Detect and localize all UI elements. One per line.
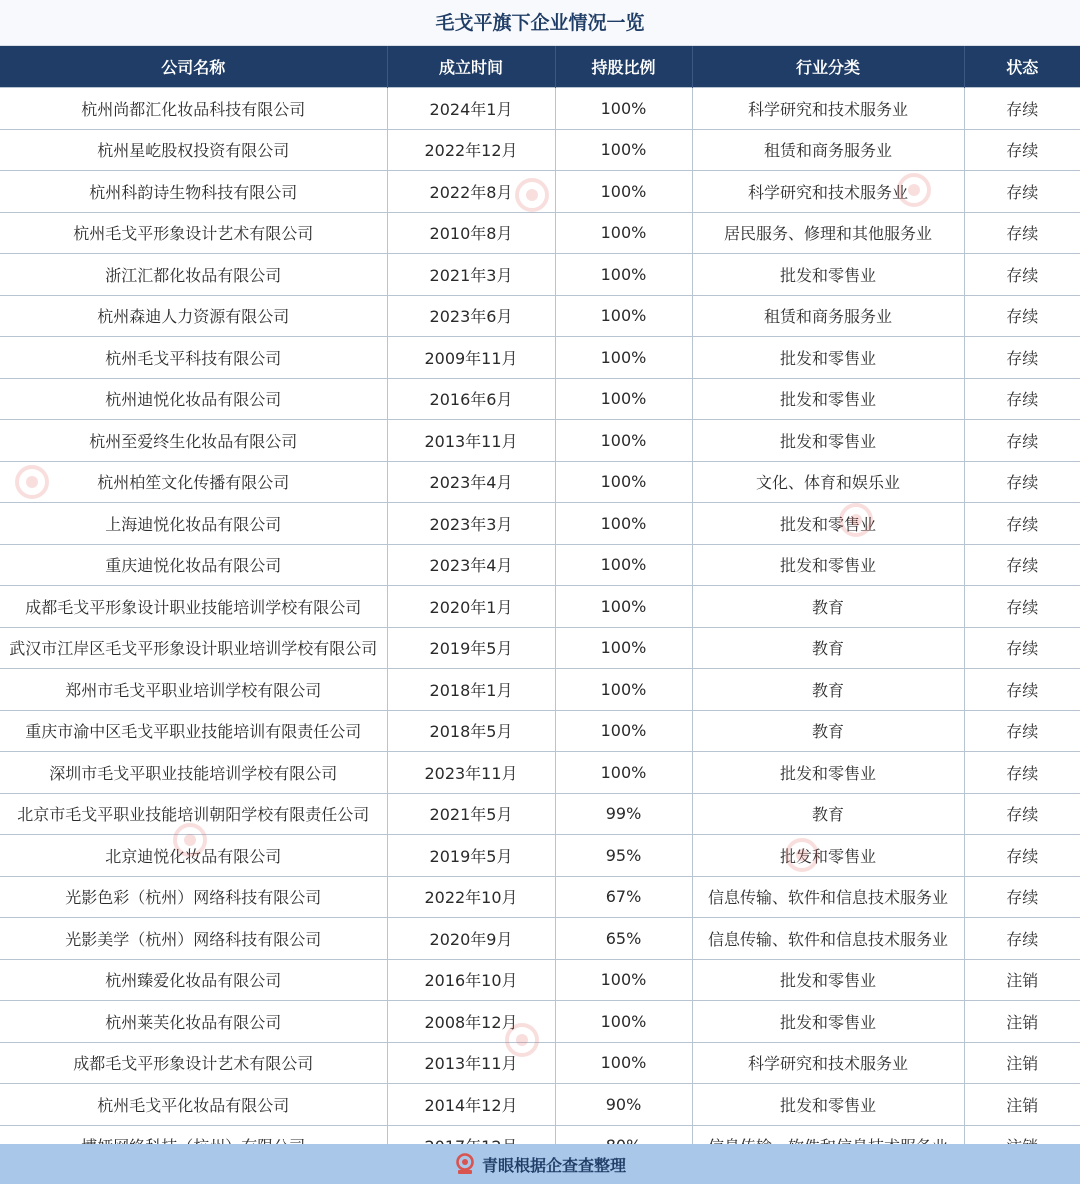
industry-cell: 教育 bbox=[692, 627, 964, 669]
industry-cell: 教育 bbox=[692, 586, 964, 628]
company-name-cell: 浙江汇都化妆品有限公司 bbox=[0, 254, 387, 296]
industry-cell: 科学研究和技术服务业 bbox=[692, 171, 964, 213]
industry-cell: 科学研究和技术服务业 bbox=[692, 88, 964, 130]
share-ratio-cell: 100% bbox=[555, 544, 692, 586]
industry-cell: 批发和零售业 bbox=[692, 337, 964, 379]
industry-cell: 批发和零售业 bbox=[692, 254, 964, 296]
share-ratio-cell: 100% bbox=[555, 752, 692, 794]
status-cell: 存续 bbox=[964, 171, 1080, 213]
status-cell: 存续 bbox=[964, 918, 1080, 960]
company-name-cell: 光影色彩（杭州）网络科技有限公司 bbox=[0, 876, 387, 918]
company-name-cell: 北京迪悦化妆品有限公司 bbox=[0, 835, 387, 877]
industry-cell: 信息传输、软件和信息技术服务业 bbox=[692, 876, 964, 918]
table-row bbox=[0, 1001, 1080, 1043]
founded-date-cell: 2016年6月 bbox=[387, 378, 555, 420]
company-name-cell: 上海迪悦化妆品有限公司 bbox=[0, 503, 387, 545]
column-header-share[interactable]: 持股比例 bbox=[555, 46, 692, 88]
share-ratio-cell: 100% bbox=[555, 212, 692, 254]
share-ratio-cell: 100% bbox=[555, 171, 692, 213]
industry-cell: 科学研究和技术服务业 bbox=[692, 1042, 964, 1084]
industry-cell: 批发和零售业 bbox=[692, 835, 964, 877]
table-row bbox=[0, 337, 1080, 379]
company-name-cell: 杭州毛戈平科技有限公司 bbox=[0, 337, 387, 379]
table-row bbox=[0, 710, 1080, 752]
status-cell: 存续 bbox=[964, 295, 1080, 337]
table-row bbox=[0, 295, 1080, 337]
industry-cell: 租赁和商务服务业 bbox=[692, 295, 964, 337]
share-ratio-cell: 100% bbox=[555, 1042, 692, 1084]
industry-cell: 批发和零售业 bbox=[692, 752, 964, 794]
status-cell: 存续 bbox=[964, 254, 1080, 296]
share-ratio-cell: 99% bbox=[555, 793, 692, 835]
founded-date-cell: 2018年5月 bbox=[387, 710, 555, 752]
company-name-cell: 杭州森迪人力资源有限公司 bbox=[0, 295, 387, 337]
company-name-cell: 郑州市毛戈平职业培训学校有限公司 bbox=[0, 669, 387, 711]
founded-date-cell: 2021年5月 bbox=[387, 793, 555, 835]
status-cell: 存续 bbox=[964, 503, 1080, 545]
share-ratio-cell: 90% bbox=[555, 1084, 692, 1126]
table-header-row bbox=[0, 46, 1080, 88]
table-row bbox=[0, 835, 1080, 877]
share-ratio-cell: 100% bbox=[555, 88, 692, 130]
status-cell: 存续 bbox=[964, 835, 1080, 877]
column-header-status[interactable]: 状态 bbox=[964, 46, 1080, 88]
table-row bbox=[0, 627, 1080, 669]
table-row bbox=[0, 171, 1080, 213]
founded-date-cell: 2023年11月 bbox=[387, 752, 555, 794]
table-row bbox=[0, 254, 1080, 296]
company-table bbox=[0, 46, 1080, 1167]
table-row bbox=[0, 876, 1080, 918]
industry-cell: 文化、体育和娱乐业 bbox=[692, 461, 964, 503]
company-name-cell: 北京市毛戈平职业技能培训朝阳学校有限责任公司 bbox=[0, 793, 387, 835]
table-row bbox=[0, 586, 1080, 628]
founded-date-cell: 2008年12月 bbox=[387, 1001, 555, 1043]
status-cell: 存续 bbox=[964, 337, 1080, 379]
page-title: 毛戈平旗下企业情况一览 bbox=[0, 0, 1080, 46]
table-row bbox=[0, 212, 1080, 254]
share-ratio-cell: 100% bbox=[555, 420, 692, 462]
share-ratio-cell: 100% bbox=[555, 503, 692, 545]
founded-date-cell: 2014年12月 bbox=[387, 1084, 555, 1126]
status-cell: 存续 bbox=[964, 669, 1080, 711]
company-name-cell: 杭州毛戈平形象设计艺术有限公司 bbox=[0, 212, 387, 254]
share-ratio-cell: 95% bbox=[555, 835, 692, 877]
table-row bbox=[0, 752, 1080, 794]
source-note: 青眼根据企查查整理 bbox=[481, 1155, 626, 1175]
industry-cell: 批发和零售业 bbox=[692, 544, 964, 586]
share-ratio-cell: 65% bbox=[555, 918, 692, 960]
industry-cell: 信息传输、软件和信息技术服务业 bbox=[692, 918, 964, 960]
table-row bbox=[0, 544, 1080, 586]
founded-date-cell: 2024年1月 bbox=[387, 88, 555, 130]
company-name-cell: 杭州臻爱化妆品有限公司 bbox=[0, 959, 387, 1001]
founded-date-cell: 2019年5月 bbox=[387, 627, 555, 669]
status-cell: 存续 bbox=[964, 544, 1080, 586]
share-ratio-cell: 100% bbox=[555, 378, 692, 420]
table-row bbox=[0, 503, 1080, 545]
column-header-industry[interactable]: 行业分类 bbox=[692, 46, 964, 88]
founded-date-cell: 2023年3月 bbox=[387, 503, 555, 545]
company-name-cell: 杭州星屹股权投资有限公司 bbox=[0, 129, 387, 171]
founded-date-cell: 2022年12月 bbox=[387, 129, 555, 171]
company-name-cell: 杭州莱芙化妆品有限公司 bbox=[0, 1001, 387, 1043]
column-header-founded[interactable]: 成立时间 bbox=[387, 46, 555, 88]
company-name-cell: 杭州迪悦化妆品有限公司 bbox=[0, 378, 387, 420]
share-ratio-cell: 100% bbox=[555, 627, 692, 669]
industry-cell: 批发和零售业 bbox=[692, 959, 964, 1001]
status-cell: 注销 bbox=[964, 1084, 1080, 1126]
table-row bbox=[0, 1084, 1080, 1126]
industry-cell: 批发和零售业 bbox=[692, 420, 964, 462]
share-ratio-cell: 100% bbox=[555, 669, 692, 711]
founded-date-cell: 2019年5月 bbox=[387, 835, 555, 877]
share-ratio-cell: 100% bbox=[555, 337, 692, 379]
status-cell: 存续 bbox=[964, 793, 1080, 835]
industry-cell: 教育 bbox=[692, 710, 964, 752]
table-row bbox=[0, 669, 1080, 711]
founded-date-cell: 2013年11月 bbox=[387, 1042, 555, 1084]
status-cell: 存续 bbox=[964, 876, 1080, 918]
status-cell: 存续 bbox=[964, 586, 1080, 628]
status-cell: 注销 bbox=[964, 1042, 1080, 1084]
share-ratio-cell: 100% bbox=[555, 959, 692, 1001]
founded-date-cell: 2021年3月 bbox=[387, 254, 555, 296]
share-ratio-cell: 100% bbox=[555, 254, 692, 296]
table-row bbox=[0, 918, 1080, 960]
founded-date-cell: 2023年4月 bbox=[387, 461, 555, 503]
table-row bbox=[0, 88, 1080, 130]
share-ratio-cell: 100% bbox=[555, 461, 692, 503]
share-ratio-cell: 100% bbox=[555, 295, 692, 337]
status-cell: 存续 bbox=[964, 420, 1080, 462]
founded-date-cell: 2022年10月 bbox=[387, 876, 555, 918]
company-name-cell: 深圳市毛戈平职业技能培训学校有限公司 bbox=[0, 752, 387, 794]
industry-cell: 批发和零售业 bbox=[692, 378, 964, 420]
status-cell: 存续 bbox=[964, 378, 1080, 420]
industry-cell: 批发和零售业 bbox=[692, 1084, 964, 1126]
company-name-cell: 重庆迪悦化妆品有限公司 bbox=[0, 544, 387, 586]
founded-date-cell: 2020年1月 bbox=[387, 586, 555, 628]
founded-date-cell: 2013年11月 bbox=[387, 420, 555, 462]
company-name-cell: 重庆市渝中区毛戈平职业技能培训有限责任公司 bbox=[0, 710, 387, 752]
founded-date-cell: 2023年4月 bbox=[387, 544, 555, 586]
status-cell: 注销 bbox=[964, 1001, 1080, 1043]
share-ratio-cell: 100% bbox=[555, 1001, 692, 1043]
company-name-cell: 杭州至爱终生化妆品有限公司 bbox=[0, 420, 387, 462]
founded-date-cell: 2010年8月 bbox=[387, 212, 555, 254]
industry-cell: 居民服务、修理和其他服务业 bbox=[692, 212, 964, 254]
founded-date-cell: 2022年8月 bbox=[387, 171, 555, 213]
status-cell: 存续 bbox=[964, 461, 1080, 503]
qingyan-logo-icon bbox=[454, 1153, 476, 1175]
company-name-cell: 成都毛戈平形象设计艺术有限公司 bbox=[0, 1042, 387, 1084]
industry-cell: 租赁和商务服务业 bbox=[692, 129, 964, 171]
company-name-cell: 杭州毛戈平化妆品有限公司 bbox=[0, 1084, 387, 1126]
table-row bbox=[0, 420, 1080, 462]
industry-cell: 教育 bbox=[692, 793, 964, 835]
share-ratio-cell: 67% bbox=[555, 876, 692, 918]
company-name-cell: 光影美学（杭州）网络科技有限公司 bbox=[0, 918, 387, 960]
table-body bbox=[0, 88, 1080, 1167]
industry-cell: 教育 bbox=[692, 669, 964, 711]
founded-date-cell: 2016年10月 bbox=[387, 959, 555, 1001]
founded-date-cell: 2009年11月 bbox=[387, 337, 555, 379]
table-row bbox=[0, 1042, 1080, 1084]
company-name-cell: 杭州尚都汇化妆品科技有限公司 bbox=[0, 88, 387, 130]
industry-cell: 批发和零售业 bbox=[692, 503, 964, 545]
status-cell: 存续 bbox=[964, 627, 1080, 669]
status-cell: 存续 bbox=[964, 88, 1080, 130]
share-ratio-cell: 100% bbox=[555, 586, 692, 628]
company-name-cell: 杭州柏笙文化传播有限公司 bbox=[0, 461, 387, 503]
status-cell: 存续 bbox=[964, 710, 1080, 752]
company-name-cell: 成都毛戈平形象设计职业技能培训学校有限公司 bbox=[0, 586, 387, 628]
share-ratio-cell: 100% bbox=[555, 710, 692, 752]
status-cell: 存续 bbox=[964, 129, 1080, 171]
status-cell: 存续 bbox=[964, 212, 1080, 254]
company-name-cell: 武汉市江岸区毛戈平形象设计职业培训学校有限公司 bbox=[0, 627, 387, 669]
table-row bbox=[0, 129, 1080, 171]
status-cell: 存续 bbox=[964, 752, 1080, 794]
table-row bbox=[0, 793, 1080, 835]
founded-date-cell: 2023年6月 bbox=[387, 295, 555, 337]
status-cell: 注销 bbox=[964, 959, 1080, 1001]
table-row bbox=[0, 461, 1080, 503]
share-ratio-cell: 100% bbox=[555, 129, 692, 171]
founded-date-cell: 2020年9月 bbox=[387, 918, 555, 960]
column-header-company[interactable]: 公司名称 bbox=[0, 46, 387, 88]
source-footer bbox=[0, 1144, 1080, 1184]
table-row bbox=[0, 959, 1080, 1001]
founded-date-cell: 2018年1月 bbox=[387, 669, 555, 711]
company-name-cell: 杭州科韵诗生物科技有限公司 bbox=[0, 171, 387, 213]
table-row bbox=[0, 378, 1080, 420]
industry-cell: 批发和零售业 bbox=[692, 1001, 964, 1043]
